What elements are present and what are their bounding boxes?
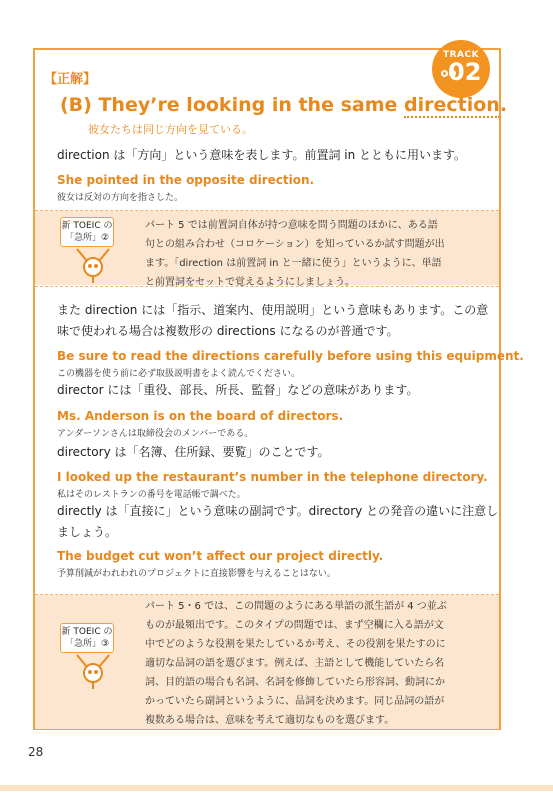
track-number: 02 (448, 58, 482, 86)
tip-label-line: 「急所」③ (64, 639, 110, 649)
paragraph-line: ましょう。 (57, 525, 118, 539)
tip-line: パート 5 では前置詞自体が持つ意味を問う問題のほかに、ある語 (145, 220, 438, 231)
tip-label-line: 「急所」② (64, 233, 110, 243)
track-badge[interactable] (432, 40, 490, 98)
tip-line: パート 5・6 では、この問題のようにある単語の派生語が 4 つ並ぶ (145, 601, 447, 612)
example-3-ja: アンダーソンさんは取締役会のメンバーである。 (57, 429, 254, 439)
paragraph-1: direction は「方向」という意味を表します。前置詞 in とともに用います。 (57, 148, 467, 162)
tip-line: ものが最頻出です。このタイプの問題では、まず空欄に入る語が文 (145, 620, 444, 631)
example-1-en: She pointed in the opposite direction. (57, 173, 315, 187)
paragraph-5 (57, 501, 498, 543)
track-label: TRACK (442, 50, 480, 60)
answer-prefix: (B) They’re looking in the same (60, 94, 405, 116)
tip-label-line: 新 TOEIC の (61, 221, 113, 231)
paragraph-4: directory は「名簿、住所録、要覧」のことです。 (57, 445, 330, 459)
tip-box-2 (35, 211, 499, 288)
tip-text (145, 597, 447, 730)
example-5-en: The budget cut won’t affect our project directly. (57, 549, 384, 563)
example-5-ja: 予算削減がわれわれのプロジェクトに直接影響を与えることはない。 (57, 569, 336, 579)
example-4-en: I looked up the restaurant’s number in the telephone directory. (57, 470, 488, 484)
tip-line: 複数ある場合は、意味を考えて適切なものを選びます。 (145, 715, 395, 726)
tip-line: 詞、目的語の場合も名詞、名詞を修飾していたら形容詞、動詞にか (145, 677, 445, 688)
paragraph-line: また direction には「指示、道案内、使用説明」という意味もあります。この意 (57, 303, 489, 317)
page-number: 28 (28, 745, 44, 759)
tip-line: 句との組み合わせ（コロケーション）を知っているか試す問題が出 (145, 239, 445, 250)
paragraph-2 (57, 300, 488, 342)
answer-keyword: direction (404, 94, 500, 116)
bottom-rule (0, 785, 553, 791)
example-1-ja: 彼女は反対の方向を指さした。 (57, 193, 184, 203)
answer-label: 【正解】 (44, 72, 97, 87)
mascot-icon (73, 653, 113, 691)
example-4-ja: 私はそのレストランの番号を電話帳で調べた。 (57, 490, 246, 500)
answer-sentence (60, 94, 507, 116)
paragraph-3: director には「重役、部長、所長、監督」などの意味があります。 (57, 383, 419, 397)
mascot-icon (73, 247, 113, 285)
paragraph-line: directly は「直接に」という意味の副詞です。directory との発音の違いに注意し (57, 504, 499, 518)
tip-line: 適切な品詞の語を選びます。例えば、主語として機能していたら名 (145, 658, 445, 669)
tip-box-3 (35, 595, 499, 729)
example-2-ja: この機器を使う前に必ず取扱説明書をよく読んでください。 (57, 369, 301, 379)
tip-label (60, 623, 114, 653)
paragraph-line: 味で使われる場合は複数形の directions になるのが普通です。 (57, 324, 399, 338)
example-3-en: Ms. Anderson is on the board of directors. (57, 409, 344, 423)
tip-label-line: 新 TOEIC の (61, 627, 113, 637)
answer-translation: 彼女たちは同じ方向を見ている。 (88, 123, 253, 136)
example-2-en: Be sure to read the directions carefully before using this equipment. (57, 349, 524, 363)
tip-label (60, 217, 114, 247)
tip-line: ます。「direction は前置詞 in と一緒に使う」というように、単語 (145, 258, 442, 269)
tip-line: かっていたら副詞というように、品詞を決めます。同じ品詞の語が (145, 696, 445, 707)
divider (35, 286, 499, 287)
tip-line: と前置詞をセットで覚えるようにしましょう。 (145, 277, 355, 288)
tip-text (145, 216, 445, 292)
tip-line: 中でどのような役割を果たしているか考え、その役割を果たすのに (145, 639, 446, 650)
answer-suffix: . (499, 94, 508, 116)
